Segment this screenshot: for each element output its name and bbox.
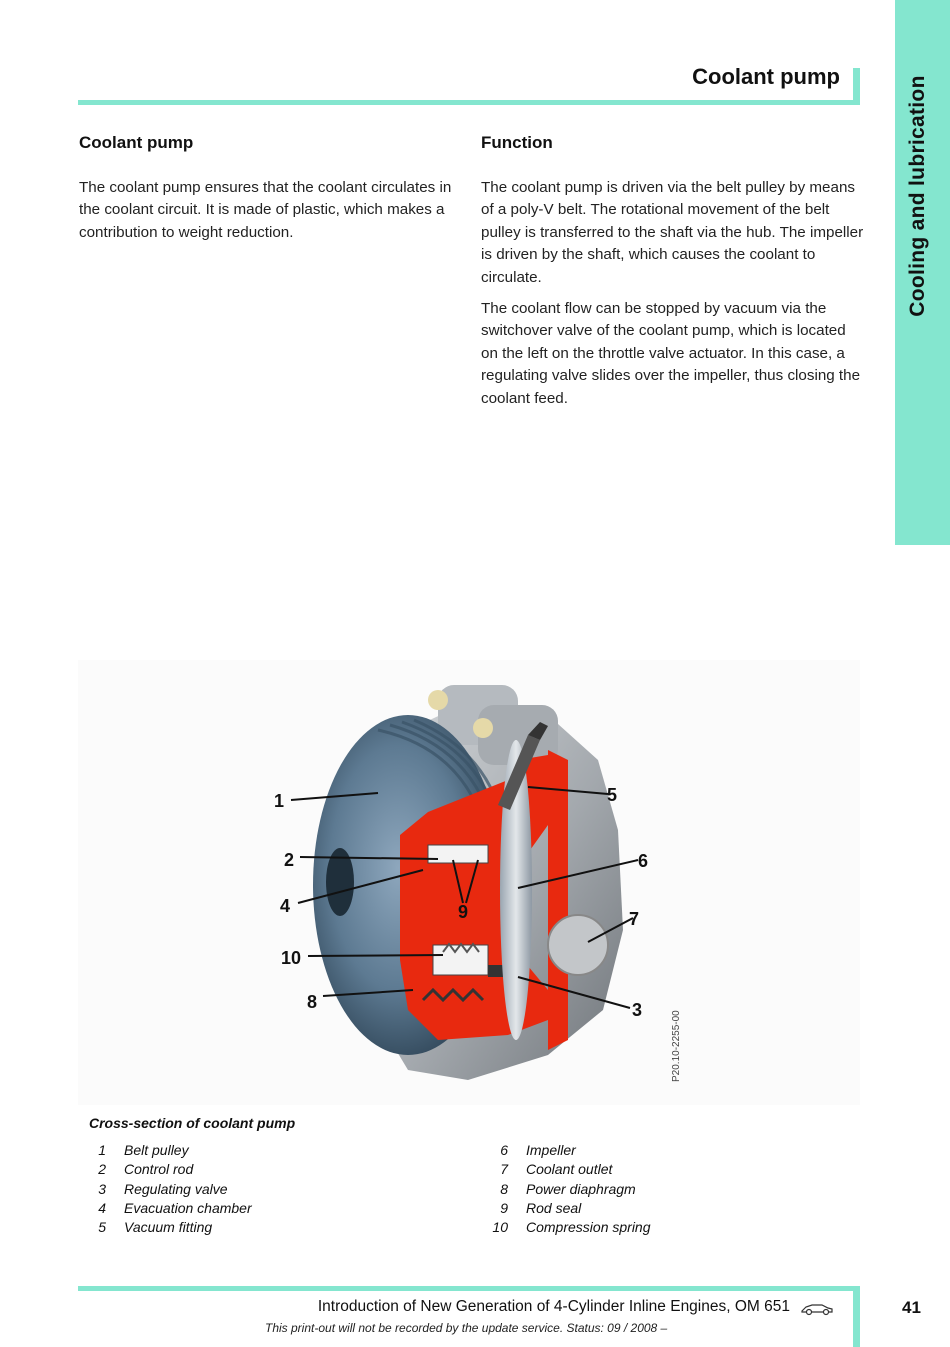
right-column-heading: Function (481, 133, 553, 152)
legend-item-number: 6 (500, 1142, 508, 1158)
legend-item-text: Vacuum fitting (124, 1219, 213, 1236)
legend-item-text: Belt pulley (124, 1142, 189, 1158)
callout-10: 10 (281, 948, 302, 968)
left-column-heading: Coolant pump (79, 133, 194, 152)
legend-item (488, 1200, 651, 1219)
callout-4: 4 (280, 896, 291, 916)
legend-item-number: 7 (500, 1161, 508, 1178)
right-column-paragraph: The coolant pump is driven via the belt pulley by means of a poly-V belt. The rotational movement of the belt pulley is transferred to the shaft via the hub. The impeller is driven by the shaft, which causes the coolant to circulate. (481, 179, 864, 286)
callout-9: 9 (458, 902, 469, 922)
header-rule-corner (853, 68, 860, 105)
callout-6: 6 (638, 851, 649, 871)
legend-item-number: 5 (98, 1219, 106, 1236)
callout-7: 7 (629, 909, 640, 929)
legend-item (86, 1200, 252, 1219)
car-icon (800, 1300, 834, 1316)
right-column (481, 133, 866, 419)
left-column (79, 133, 464, 253)
legend-item (488, 1219, 651, 1238)
legend-item-number: 3 (98, 1180, 106, 1197)
legend-item-number: 9 (500, 1199, 508, 1216)
coolant-outlet-shape (548, 915, 608, 975)
coolant-pump-cross-section-image (78, 660, 860, 1105)
footer-rule-corner (853, 1286, 860, 1347)
page-number: 41 (902, 1298, 921, 1317)
legend-item-text: Regulating valve (124, 1180, 228, 1197)
legend-item-number: 2 (98, 1161, 106, 1178)
cutaway-right-wall (548, 750, 568, 1050)
figure-caption: Cross-section of coolant pump (89, 1115, 296, 1131)
page-title: Coolant pump (692, 64, 840, 89)
callout-2: 2 (284, 850, 295, 870)
legend-item-number: 10 (492, 1219, 508, 1236)
legend-item-text: Power diaphragm (526, 1180, 636, 1197)
callout-3: 3 (632, 1000, 643, 1020)
footer-rule (78, 1286, 860, 1291)
legend-item (86, 1181, 252, 1200)
legend-item-text: Coolant outlet (526, 1161, 613, 1178)
footer-title: Introduction of New Generation of 4-Cylinder Inline Engines, OM 651 (317, 1298, 790, 1315)
left-column-paragraph: The coolant pump ensures that the coolant circulates in the coolant circuit. It is made of plastic, which makes a contribution to weight reduction. (79, 179, 452, 241)
figure-image-code: P20.10-2255-00 (671, 1010, 682, 1082)
legend-right (488, 1142, 651, 1238)
legend-item-number: 4 (98, 1199, 106, 1216)
legend-item-text: Control rod (124, 1161, 194, 1178)
header-rule (78, 100, 860, 105)
legend-item (488, 1181, 651, 1200)
right-column-paragraph: The coolant flow can be stopped by vacuum via the switchover valve of the coolant pump, which is located on the left on the throttle valve actuator. In this case, a regulating valve slides over the impeller, thus closing the coolant feed. (481, 300, 861, 407)
legend-item-text: Compression spring (526, 1219, 651, 1236)
legend-item (488, 1142, 651, 1161)
legend-item (488, 1161, 651, 1180)
callout-1: 1 (274, 791, 285, 811)
footer-note: This print-out will not be recorded by the update service. Status: 09 / 2008 – (265, 1321, 668, 1335)
callout-5: 5 (607, 785, 618, 805)
section-tab-label: Cooling and lubrication (906, 75, 929, 317)
legend-item-text: Evacuation chamber (124, 1199, 252, 1216)
legend-item-text: Impeller (526, 1142, 576, 1158)
callout-8: 8 (307, 992, 318, 1012)
legend-left (86, 1142, 252, 1238)
coolant-pump-figure (78, 660, 860, 1105)
legend-item (86, 1219, 252, 1238)
legend-item (86, 1142, 252, 1161)
legend-item-number: 1 (98, 1142, 106, 1158)
legend-item-text: Rod seal (526, 1199, 582, 1216)
legend-item-number: 8 (500, 1180, 508, 1197)
legend-item (86, 1161, 252, 1180)
